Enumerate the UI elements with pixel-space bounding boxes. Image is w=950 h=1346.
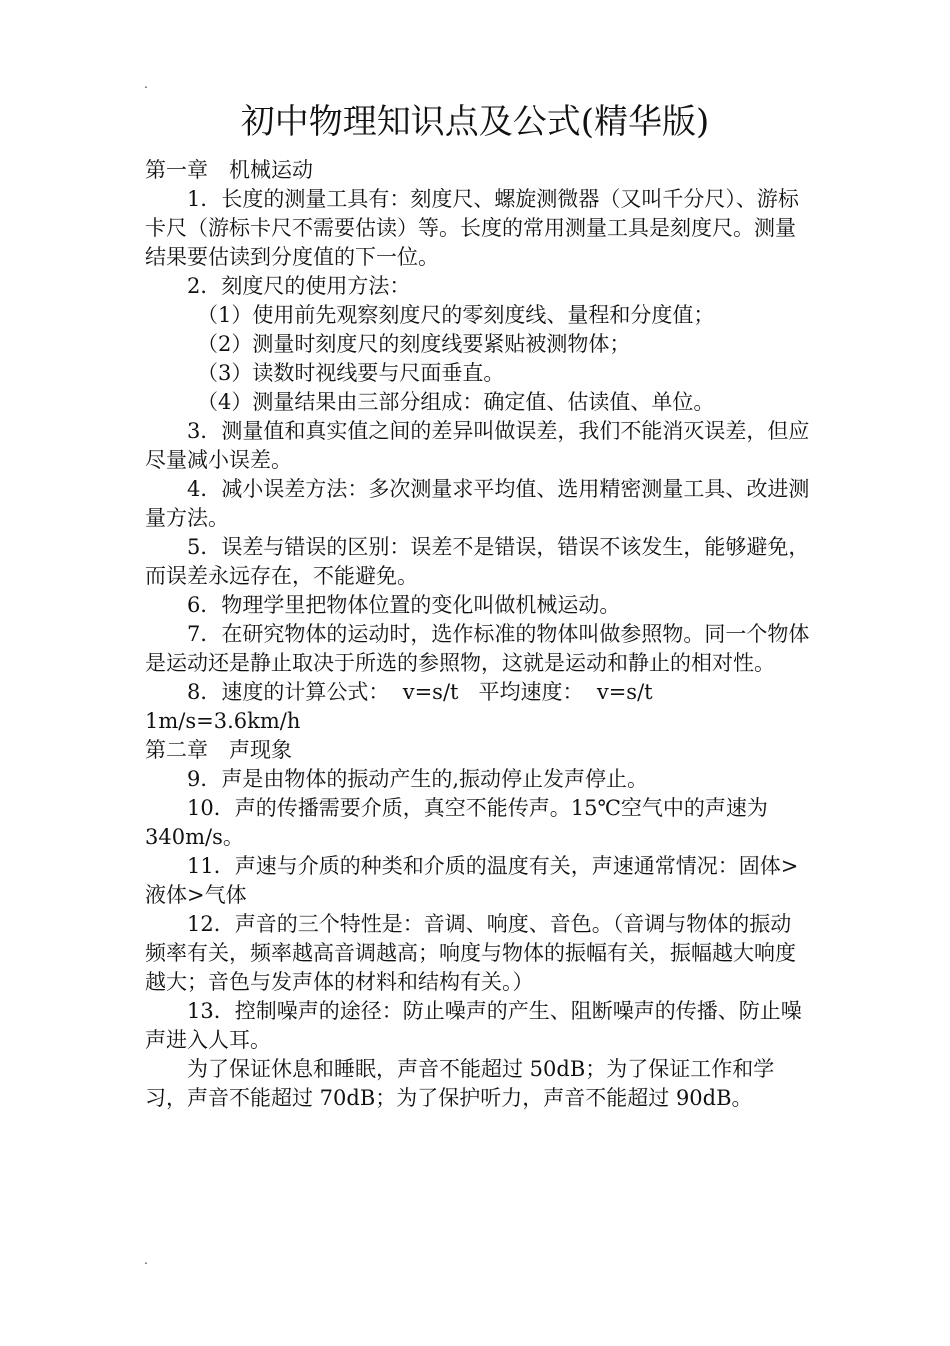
paragraph-2-item-3: （3）读数时视线要与尺面垂直。 — [197, 361, 505, 385]
paragraph-7: 7．在研究物体的运动时，选作标准的物体叫做参照物。同一个物体是运动还是静止取决于所选的参照物，这就是运动和静止的相对性。 — [145, 622, 810, 675]
paragraph-2-item-4: （4）测量结果由三部分组成：确定值、估读值、单位。 — [197, 390, 715, 414]
paragraph-13: 13．控制噪声的途径：防止噪声的产生、阻断噪声的传播、防止噪声进入人耳。 — [145, 999, 802, 1052]
chapter-heading-1: 第一章 机械运动 — [145, 158, 313, 182]
paragraph-2-item-1: （1）使用前先观察刻度尺的零刻度线、量程和分度值； — [197, 303, 715, 327]
paragraph-8-unit: 1m/s=3.6km/h — [145, 709, 301, 733]
document-title: 初中物理知识点及公式(精华版) — [240, 102, 710, 142]
paragraph-10: 10．声的传播需要介质，真空不能传声。15℃空气中的声速为340m/s。 — [145, 796, 768, 849]
paragraph-11: 11．声速与介质的种类和介质的温度有关，声速通常情况：固体>液体>气体 — [145, 854, 799, 907]
chapter-heading-2: 第二章 声现象 — [145, 738, 292, 762]
paragraph-14: 为了保证休息和睡眠，声音不能超过 50dB；为了保证工作和学习，声音不能超过 70dB；为了保护听力，声音不能超过 90dB。 — [145, 1057, 775, 1110]
paragraph-3: 3．测量值和真实值之间的差异叫做误差，我们不能消灭误差，但应尽量减小误差。 — [145, 419, 810, 472]
paragraph-2: 2．刻度尺的使用方法： — [187, 274, 411, 298]
top-mark: . — [144, 77, 148, 91]
document-body — [145, 156, 810, 1113]
paragraph-8-formula: 8．速度的计算公式： v=s/t 平均速度： v=s/t — [187, 680, 653, 704]
paragraph-1: 1．长度的测量工具有：刻度尺、螺旋测微器（又叫千分尺）、游标卡尺（游标卡尺不需要估读）等。长度的常用测量工具是刻度尺。测量结果要估读到分度值的下一位。 — [145, 187, 799, 269]
paragraph-9: 9．声是由物体的振动产生的,振动停止发声停止。 — [187, 767, 649, 791]
paragraph-4: 4．减小误差方法：多次测量求平均值、选用精密测量工具、改进测量方法。 — [145, 477, 810, 530]
paragraph-6: 6．物理学里把物体位置的变化叫做机械运动。 — [187, 593, 621, 617]
bottom-mark: . — [144, 1253, 148, 1267]
paragraph-5: 5．误差与错误的区别：误差不是错误，错误不该发生，能够避免，而误差永远存在，不能避免。 — [145, 535, 810, 588]
paragraph-2-item-2: （2）测量时刻度尺的刻度线要紧贴被测物体； — [197, 332, 631, 356]
paragraph-12: 12．声音的三个特性是：音调、响度、音色。（音调与物体的振动频率有关，频率越高音调越高；响度与物体的振幅有关，振幅越大响度越大；音色与发声体的材料和结构有关。） — [145, 912, 796, 994]
